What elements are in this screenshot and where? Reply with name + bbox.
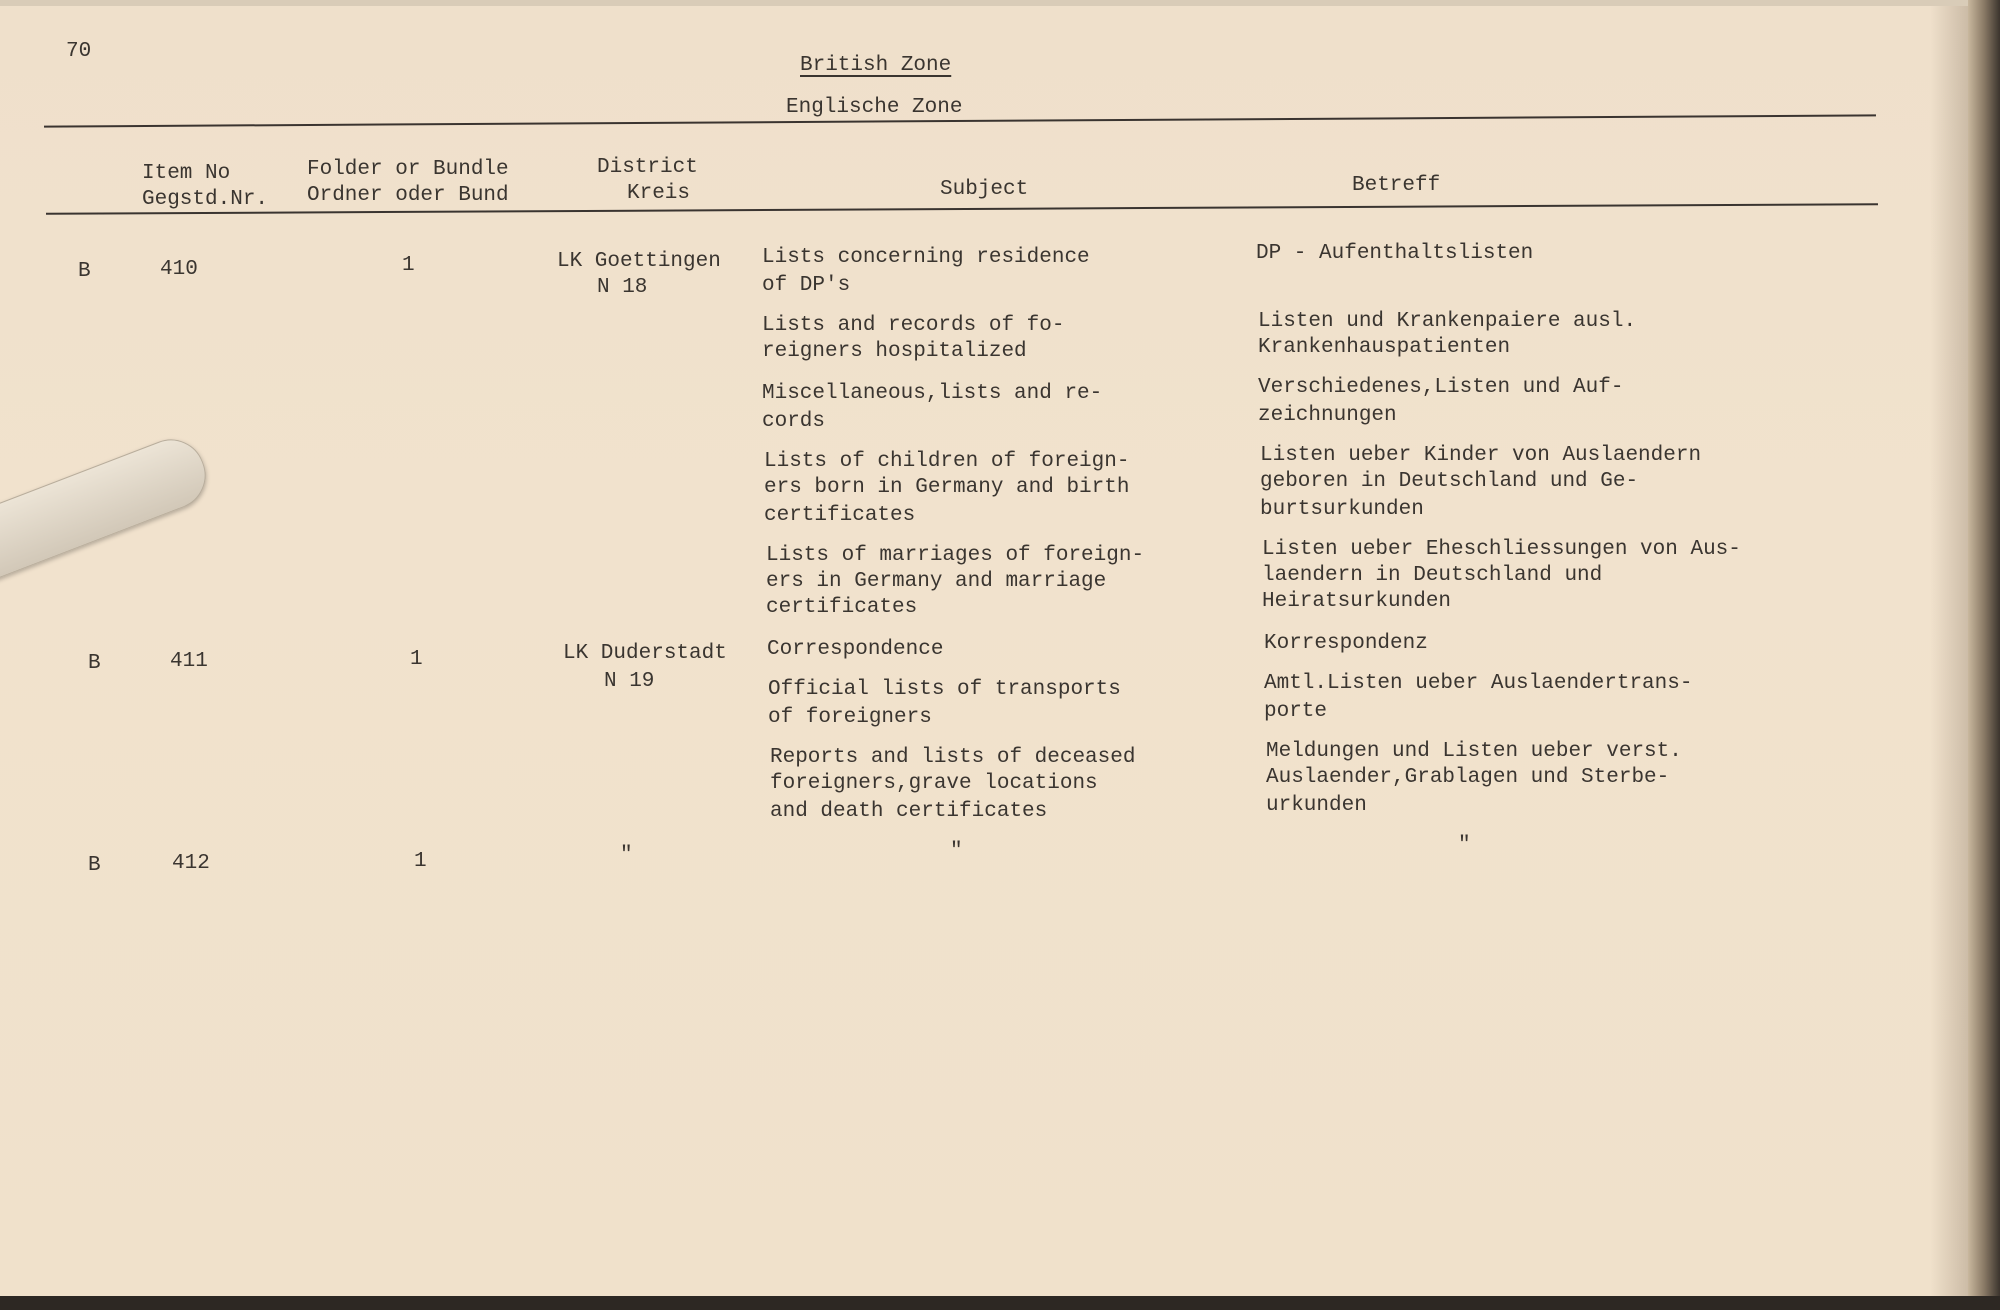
subject-line: cords — [762, 410, 826, 433]
col-header-folder-de: Ordner oder Bund — [307, 184, 509, 207]
page-curl-shadow — [1930, 6, 1970, 1306]
subject-line: Lists and records of fo- — [762, 314, 1065, 337]
col-header-folder-en: Folder or Bundle — [307, 158, 509, 181]
subject-line: foreigners,grave locations — [770, 772, 1098, 795]
subject-line: Lists concerning residence — [762, 246, 1090, 269]
subject-line: reigners hospitalized — [762, 340, 1027, 363]
subject-line: ers in Germany and marriage — [766, 570, 1107, 593]
page-edge — [1968, 0, 2000, 1310]
betreff-line: Verschiedenes,Listen und Auf- — [1258, 376, 1624, 399]
row-prefix: B — [88, 854, 101, 877]
betreff-line: Meldungen und Listen ueber verst. — [1266, 740, 1682, 763]
betreff-line: porte — [1264, 700, 1328, 723]
subject-line: certificates — [766, 596, 918, 619]
betreff-line: geboren in Deutschland und Ge- — [1260, 470, 1639, 493]
paper-clip — [0, 430, 216, 593]
betreff-line: Heiratsurkunden — [1262, 590, 1452, 613]
page-subtitle: Englische Zone — [786, 96, 963, 119]
betreff-line: Korrespondenz — [1264, 632, 1428, 655]
betreff-line: Auslaender,Grablagen und Sterbe- — [1266, 766, 1670, 789]
row-item-number: 412 — [172, 852, 210, 875]
subject-line: and death certificates — [770, 800, 1048, 823]
row-district-name: LK Duderstadt — [563, 642, 727, 665]
subject-line: ers born in Germany and birth — [764, 476, 1130, 499]
row-folder-count: 1 — [402, 254, 415, 277]
row-item-number: 411 — [170, 650, 208, 673]
subject-line: Lists of children of foreign- — [764, 450, 1130, 473]
betreff-line: Listen und Krankenpaiere ausl. — [1258, 310, 1637, 333]
col-header-item-de: Gegstd.Nr. — [142, 188, 269, 211]
row-district-name: LK Goettingen — [557, 250, 721, 273]
subject-line: Miscellaneous,lists and re- — [762, 382, 1103, 405]
row-item-number: 410 — [160, 258, 198, 281]
subject-line: Official lists of transports — [768, 678, 1121, 701]
row-district-code: N 19 — [604, 670, 655, 693]
subject-line: of foreigners — [768, 706, 932, 729]
betreff-line: Krankenhauspatienten — [1258, 336, 1511, 359]
betreff-line: Amtl.Listen ueber Auslaendertrans- — [1264, 672, 1693, 695]
row-district-ditto: " — [620, 844, 633, 867]
betreff-line: Listen ueber Eheschliessungen von Aus- — [1262, 538, 1741, 561]
subject-line: certificates — [764, 504, 916, 527]
row-prefix: B — [88, 652, 101, 675]
row-district-code: N 18 — [597, 276, 648, 299]
betreff-line: burtsurkunden — [1260, 498, 1424, 521]
col-header-item-en: Item No — [142, 162, 231, 185]
page-number: 70 — [66, 40, 92, 63]
subject-ditto: " — [950, 840, 963, 863]
subject-line: of DP's — [762, 274, 851, 297]
betreff-line: laendern in Deutschland und — [1262, 564, 1603, 587]
col-header-district-en: District — [597, 156, 698, 179]
betreff-line: Listen ueber Kinder von Auslaendern — [1260, 444, 1702, 467]
subject-line: Correspondence — [767, 638, 944, 661]
subject-line: Reports and lists of deceased — [770, 746, 1136, 769]
betreff-line: zeichnungen — [1258, 404, 1397, 427]
row-prefix: B — [78, 260, 91, 283]
page-bottom-edge — [0, 1296, 2000, 1310]
betreff-line: DP - Aufenthaltslisten — [1256, 242, 1534, 265]
col-header-district-de: Kreis — [627, 182, 691, 205]
row-folder-count: 1 — [414, 850, 427, 873]
subject-line: Lists of marriages of foreign- — [766, 544, 1145, 567]
betreff-ditto: " — [1458, 834, 1471, 857]
page-title: British Zone — [800, 54, 952, 77]
col-header-subject: Subject — [940, 178, 1029, 201]
betreff-line: urkunden — [1266, 794, 1367, 817]
col-header-betreff: Betreff — [1352, 174, 1441, 197]
row-folder-count: 1 — [410, 648, 423, 671]
